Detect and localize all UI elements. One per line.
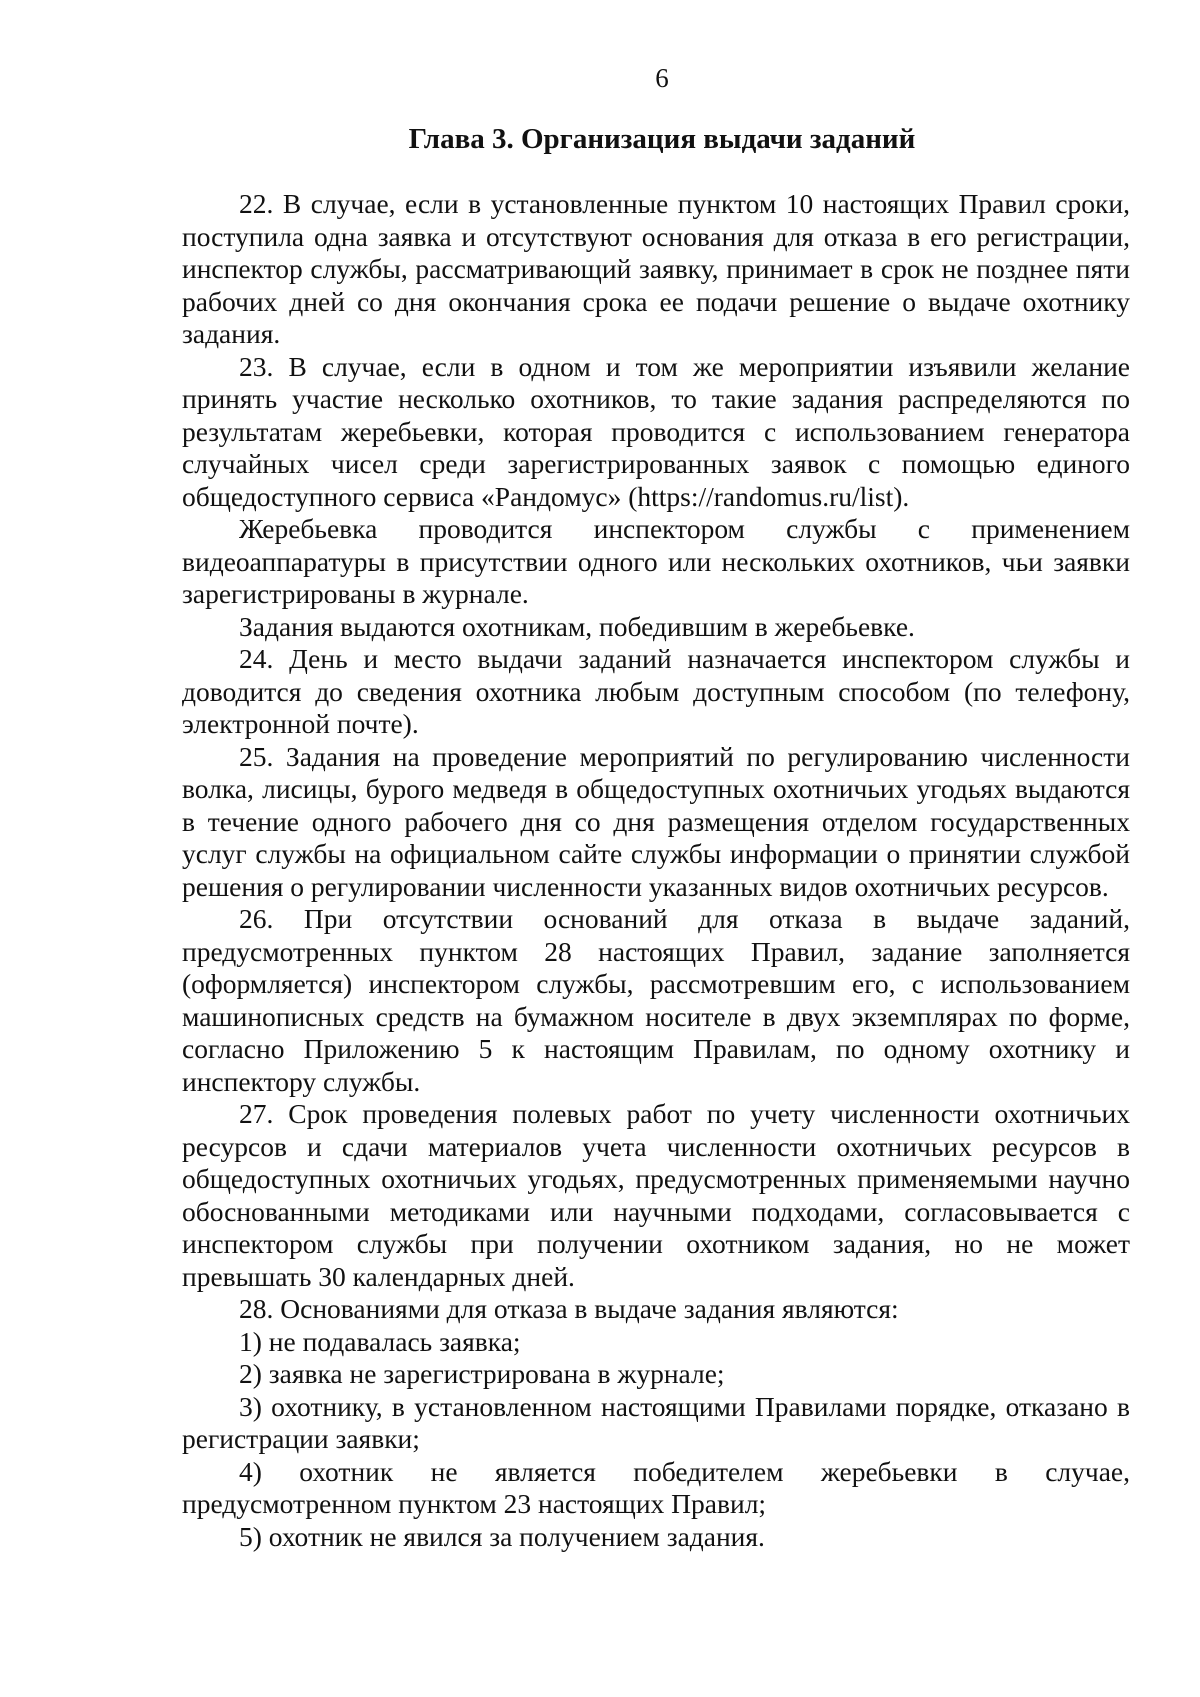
paragraph-28: 28. Основаниями для отказа в выдаче задания являются: — [239, 1293, 899, 1324]
paragraph-22: 22. В случае, если в установленные пунктом 10 настоящих Правил сроки, поступила одна заявка и отсутствуют основания для отказа в его регистрации, инспектор службы, рассматривающий заявку, принимает в срок не позднее пяти рабочих дней со дня окончания срока ее подачи решение о выдаче охотнику задания. — [182, 188, 1130, 349]
list-item-4: 4) охотник не является победителем жеребьевки в случае, предусмотренном пунктом 23 настоящих Правил; — [182, 1455, 1130, 1519]
list-item-3: 3) охотнику, в установленном настоящими Правилами порядке, отказано в регистрации заявки; — [182, 1390, 1130, 1454]
page-number: 6 — [655, 63, 669, 93]
list-item-5: 5) охотник не явился за получением задания. — [239, 1520, 765, 1552]
paragraph-23-draw: Жеребьевка проводится инспектором службы с применением видеоаппаратуры в присутствии одного или нескольких охотников, чьи заявки зарегистрированы в журнале. — [182, 513, 1130, 609]
paragraph-26: 26. При отсутствии оснований для отказа в выдаче заданий, предусмотренных пунктом 28 настоящих Правил, задание заполняется (оформляется) инспектором службы, рассмотревшим его, с использованием машинописных средств на бумажном носителе в двух экземплярах по форме, согласно Приложению 5 к настоящим Правилам, по одному охотнику и инспектору службы. — [182, 903, 1130, 1097]
paragraph-25: 25. Задания на проведение мероприятий по регулированию численности волка, лисицы, бурого медведя в общедоступных охотничьих угодьях выдаются в течение одного рабочего дня со дня размещения отделом государственных услуг службы на официальном сайте службы информации о принятии службой решения о регулировании численности указанных видов охотничьих ресурсов. — [182, 740, 1130, 902]
paragraph-24: 24. День и место выдачи заданий назначается инспектором службы и доводится до сведения охотника любым доступным способом (по телефону, электронной почте). — [182, 643, 1130, 739]
list-item-2: 2) заявка не зарегистрирована в журнале; — [239, 1358, 725, 1389]
paragraph-23: 23. В случае, если в одном и том же мероприятии изъявили желание принять участие несколько охотников, то такие задания распределяются по результатам жеребьевки, которая проводится с использованием генератора случайных чисел среди зарегистрированных заявок с помощью единого общедоступного сервиса «Рандомус» (https://randomus.ru/list). — [182, 350, 1130, 512]
paragraph-27: 27. Срок проведения полевых работ по учету численности охотничьих ресурсов и сдачи материалов учета численности охотничьих ресурсов в общедоступных охотничьих угодьях, предусмотренных применяемыми научно обоснованными методиками или научными подходами, согласовывается с инспектором службы при получении охотником задания, но не может превышать 30 календарных дней. — [182, 1098, 1130, 1292]
paragraph-23-winners: Задания выдаются охотникам, победившим в жеребьевке. — [239, 610, 915, 642]
chapter-title: Глава 3. Организация выдачи заданий — [408, 123, 916, 155]
document-body — [182, 188, 1130, 1553]
list-item-1: 1) не подавалась заявка; — [239, 1325, 521, 1357]
